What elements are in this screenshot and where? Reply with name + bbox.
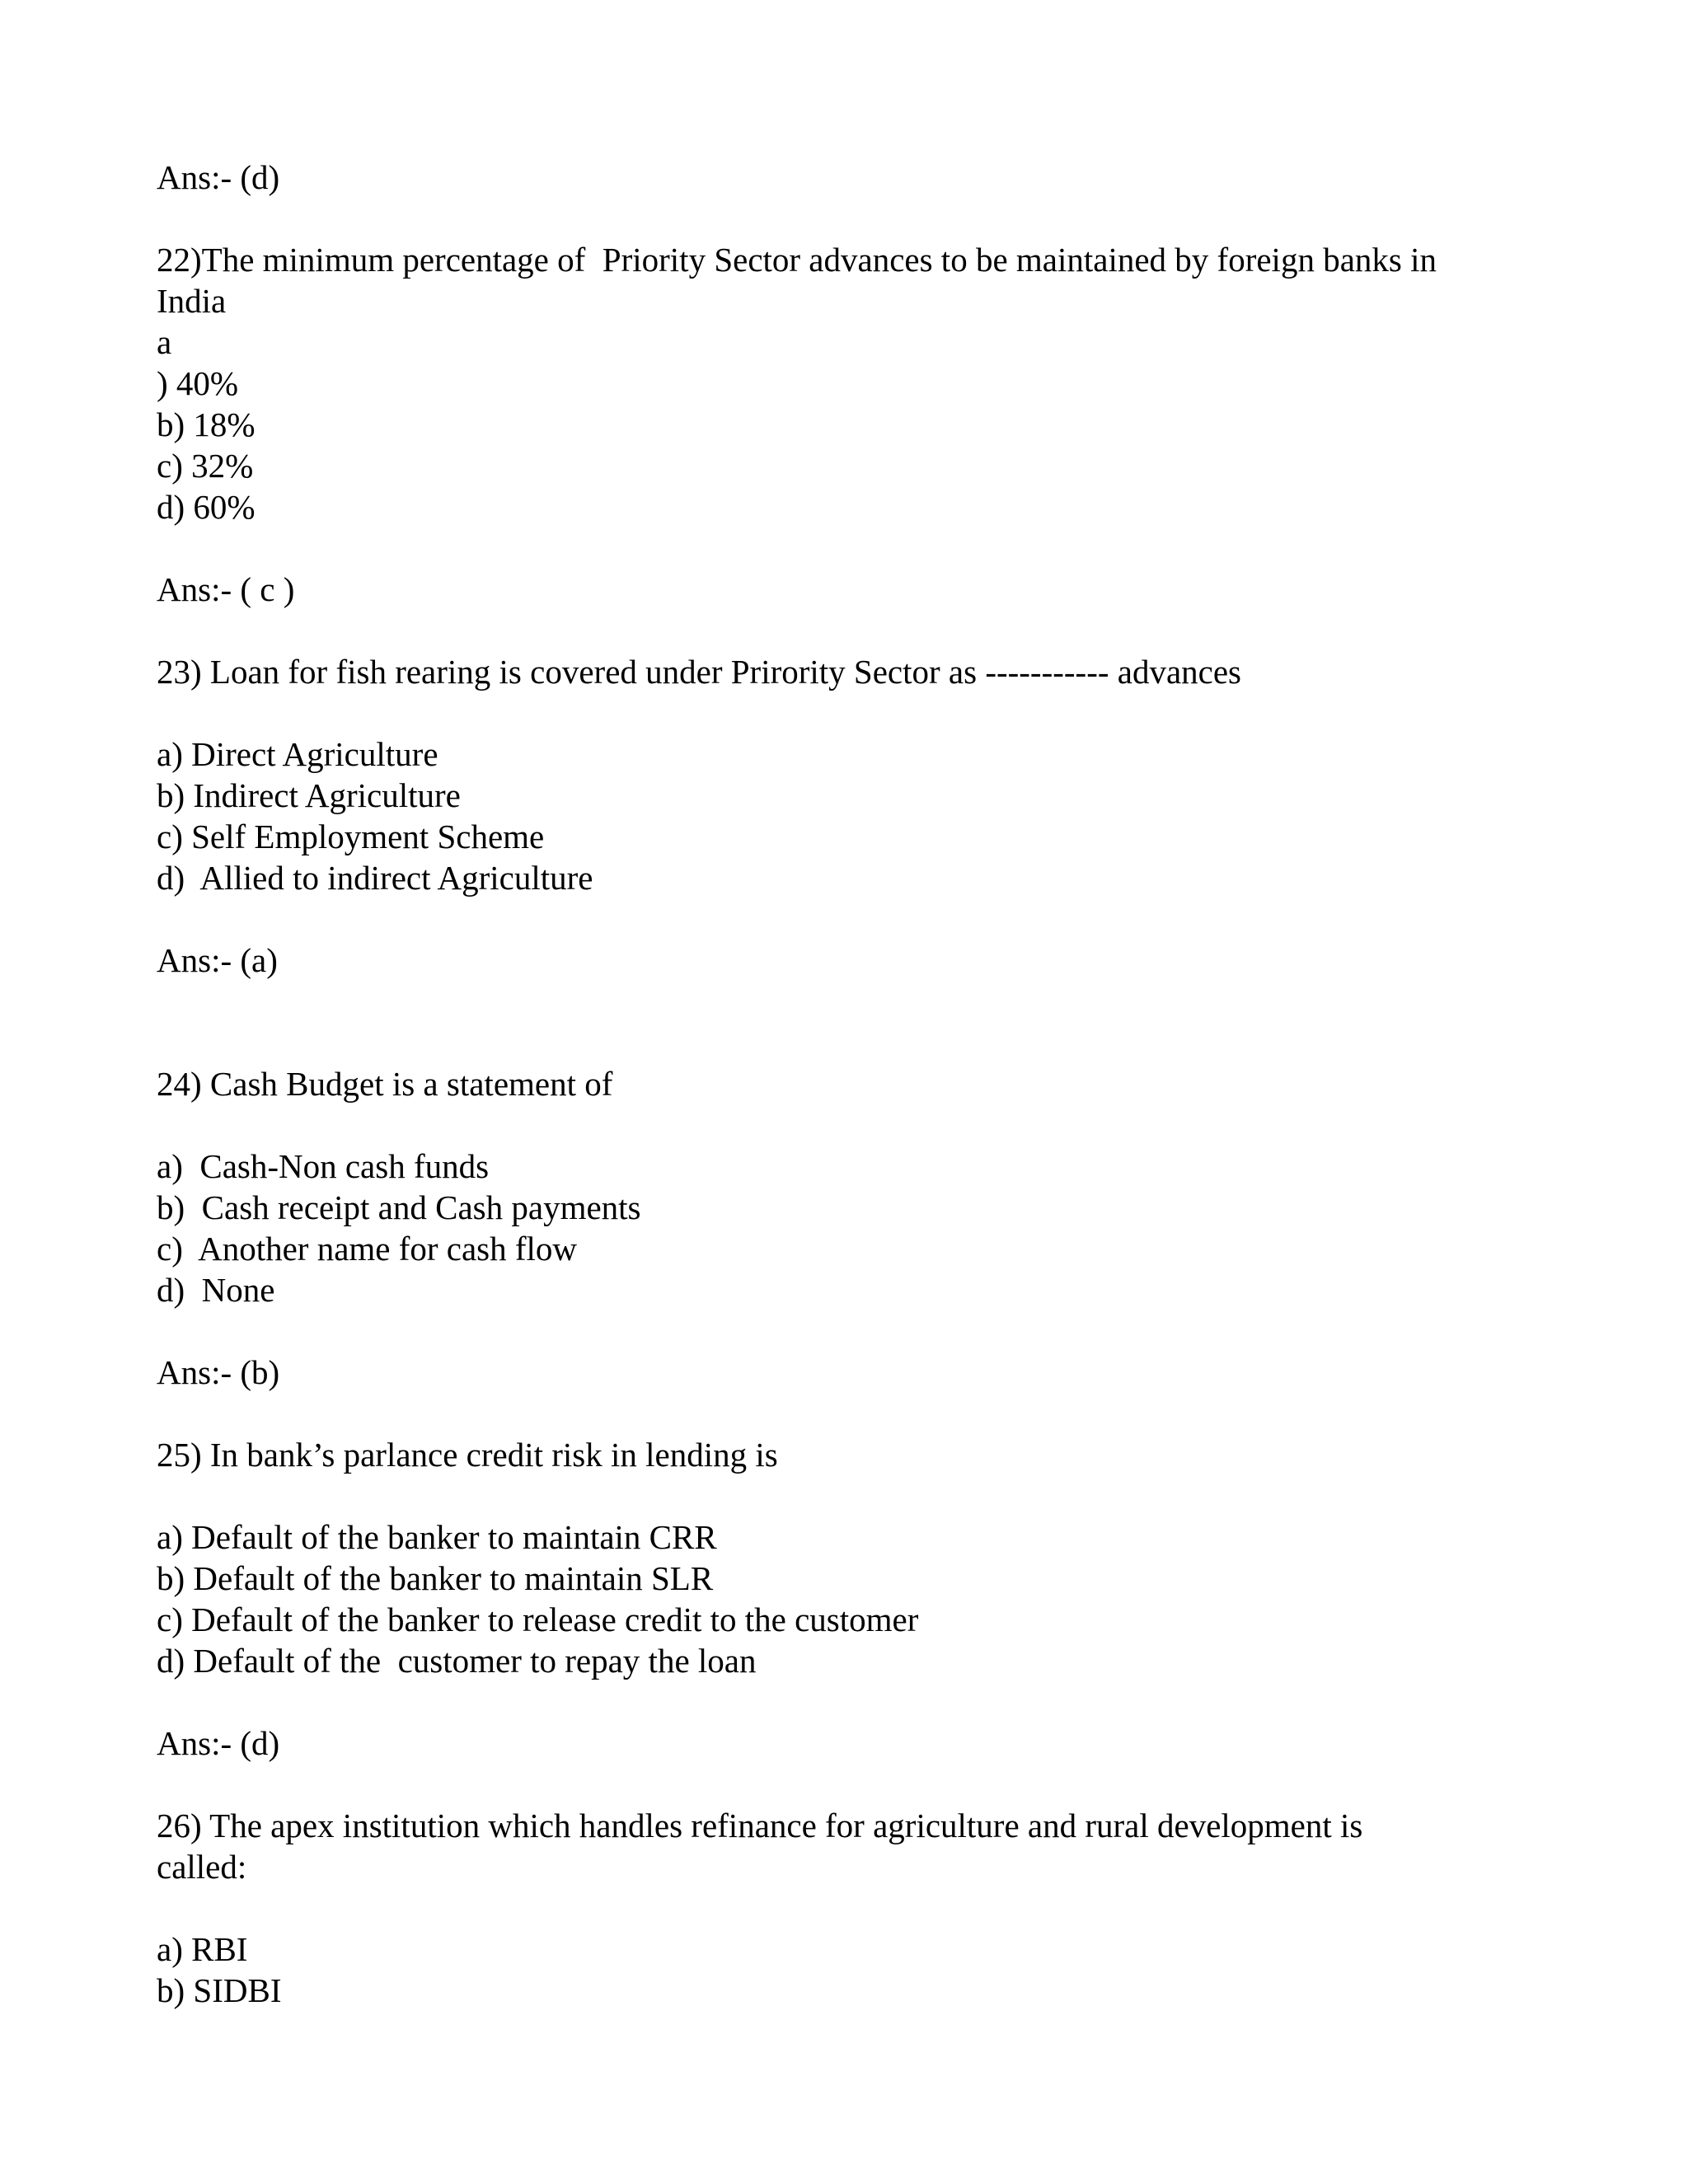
answer-21: Ans:- (d) xyxy=(157,158,280,196)
question-22-option-d: d) 60% xyxy=(157,488,256,526)
question-22-line1: 22)The minimum percentage of Priority Sector advances to be maintained by foreign banks in xyxy=(157,241,1437,279)
question-25-option-d: d) Default of the customer to repay the loan xyxy=(157,1642,757,1680)
question-26-line1: 26) The apex institution which handles refinance for agriculture and rural development is xyxy=(157,1807,1363,1844)
answer-23: Ans:- (a) xyxy=(157,941,278,979)
question-22-option-c: c) 32% xyxy=(157,447,254,485)
question-23-option-a: a) Direct Agriculture xyxy=(157,735,438,773)
answer-24: Ans:- (b) xyxy=(157,1353,280,1391)
question-24-option-a: a) Cash-Non cash funds xyxy=(157,1147,490,1185)
question-25: 25) In bank’s parlance credit risk in lending is xyxy=(157,1436,778,1474)
question-24-option-d: d) None xyxy=(157,1271,275,1309)
question-24: 24) Cash Budget is a statement of xyxy=(157,1065,613,1103)
question-26-line2: called: xyxy=(157,1848,247,1886)
answer-25: Ans:- (d) xyxy=(157,1724,280,1762)
question-23: 23) Loan for fish rearing is covered under Prirority Sector as ----------- advances xyxy=(157,653,1242,691)
question-22-line2: India xyxy=(157,282,227,320)
answer-22: Ans:- ( c ) xyxy=(157,570,295,608)
question-25-option-b: b) Default of the banker to maintain SLR xyxy=(157,1559,714,1597)
question-23-option-b: b) Indirect Agriculture xyxy=(157,776,461,814)
question-25-option-a: a) Default of the banker to maintain CRR xyxy=(157,1518,717,1556)
question-22-option-a-label: a xyxy=(157,323,172,361)
question-22-option-a: ) 40% xyxy=(157,364,239,402)
question-23-option-d: d) Allied to indirect Agriculture xyxy=(157,859,593,897)
question-24-option-c: c) Another name for cash flow xyxy=(157,1230,578,1268)
question-24-option-b: b) Cash receipt and Cash payments xyxy=(157,1188,641,1226)
question-22-option-b: b) 18% xyxy=(157,405,256,443)
question-23-option-c: c) Self Employment Scheme xyxy=(157,818,545,855)
question-25-option-c: c) Default of the banker to release credit to the customer xyxy=(157,1601,919,1638)
question-26-option-a: a) RBI xyxy=(157,1930,248,1968)
question-26-option-b: b) SIDBI xyxy=(157,1971,282,2009)
